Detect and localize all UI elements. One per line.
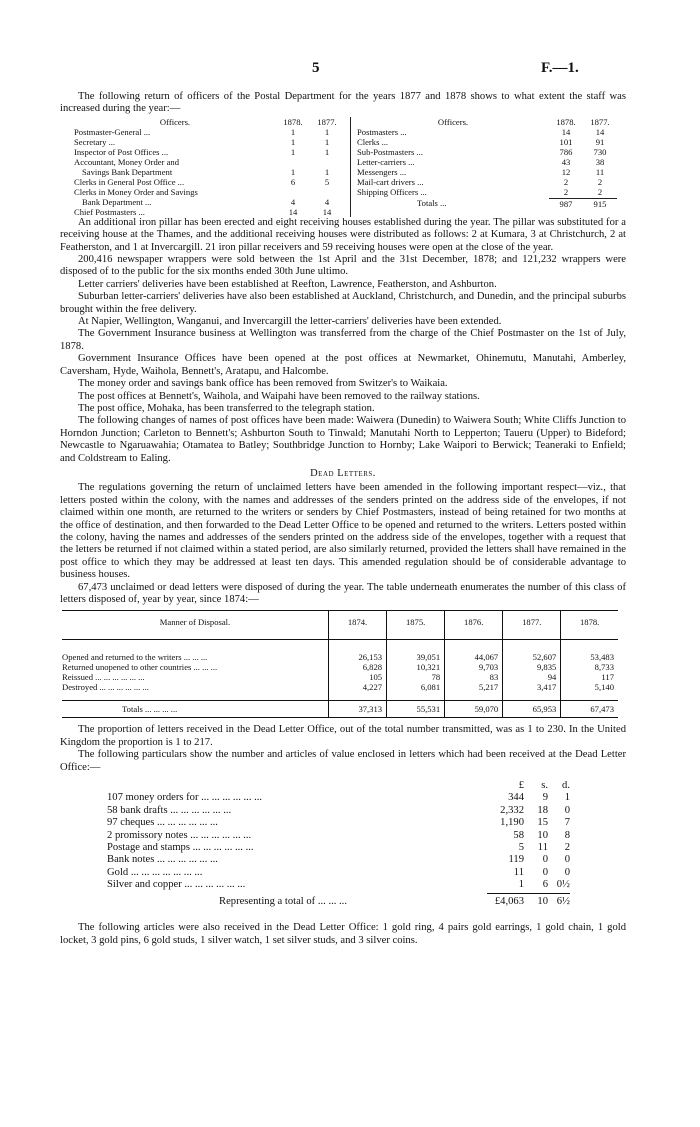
disposal-table [62, 610, 618, 718]
staff-row-value: 14 [561, 126, 571, 137]
body-paragraph: An additional iron pillar has been erected and eight receiving houses established during the year. The pillar was substituted for a receiving house at the Thames, and the additional receiving houses were distributed as follows: 2 at Kumara, 3 at Christchurch, 2 at Featherston, and 1 at Invercargill. 21 iron pillar receivers and 59 receiving houses were open at the close of the year. [60, 216, 626, 253]
page-header [0, 60, 700, 80]
disposal-totals-label: Totals ... ... ... ... [62, 701, 329, 718]
staff-row-label: Mail-cart drivers ... [357, 176, 424, 187]
disposal-method: Returned unopened to other countries ... ... ... [62, 662, 218, 673]
body-paragraph: Letter carriers' deliveries have been established at Reefton, Lawrence, Featherston, and Ashburton. [78, 278, 497, 290]
disposal-count: 39,051 [387, 640, 445, 663]
valuable-amount: 2 [564, 842, 570, 854]
staff-row [74, 137, 344, 147]
disposal-count: 5,217 [445, 682, 503, 701]
valuable-amount: 0 [564, 804, 570, 816]
valuables-total-row [107, 896, 626, 908]
valuable-row [107, 817, 626, 829]
valuable-row [107, 842, 626, 854]
disposal-count: 6,081 [387, 682, 445, 701]
staff-row-label: Postmaster-General ... [74, 126, 151, 137]
disposal-row [62, 662, 618, 672]
currency-header-spacer [107, 780, 487, 792]
staff-row-value [276, 157, 310, 167]
disposal-column-header: 1875. [387, 611, 445, 640]
body-paragraphs [60, 217, 626, 465]
staff-row-value: 1 [324, 136, 330, 147]
staff-totals-value: 915 [583, 198, 617, 209]
staff-header-cell: 1878. [283, 116, 303, 127]
valuable-row [107, 792, 626, 804]
disposal-count: 10,321 [387, 662, 445, 672]
staff-row [357, 167, 617, 177]
staff-table [74, 117, 626, 217]
valuable-amount: 0 [542, 854, 548, 866]
document-code: F.—1. [541, 60, 579, 76]
staff-header-cell: Officers. [437, 116, 469, 127]
staff-row-value: 14 [595, 126, 605, 137]
body-paragraph: Suburban letter-carriers' deliveries have also been established at Auckland, Christchurch, and Dunedin, and the principal suburbs brought within the free delivery. [60, 291, 626, 315]
valuable-item: 2 promissory notes ... ... ... ... ... ... [107, 829, 252, 841]
disposal-count: 6,828 [329, 662, 387, 672]
disposal-count: 9,703 [445, 662, 503, 672]
staff-row-value: 101 [559, 136, 573, 147]
valuables-total-amount: 6½ [556, 895, 570, 907]
disposal-column-header: Manner of Disposal. [62, 611, 329, 640]
intro-paragraph: The following return of officers of the Postal Department for the years 1877 and 1878 shows to what extent the staff was increased during the year:— [60, 91, 626, 115]
staff-row [74, 207, 344, 217]
staff-row [74, 167, 344, 177]
valuable-row [107, 805, 626, 817]
staff-totals-value: 987 [549, 198, 583, 209]
staff-row [74, 177, 344, 187]
valuable-amount: 11 [513, 866, 524, 878]
disposal-method: Opened and returned to the writers ... ... ... [62, 652, 208, 663]
valuable-amount: 1,190 [500, 817, 524, 829]
staff-row-value: 1 [324, 166, 330, 177]
disposal-count: 117 [561, 672, 618, 682]
valuable-item: Postage and stamps ... ... ... ... ... ... [107, 842, 254, 854]
valuable-row [107, 879, 626, 891]
valuable-amount: 15 [537, 817, 548, 829]
staff-row-value: 1 [290, 146, 296, 157]
staff-row-value: 730 [593, 146, 607, 157]
body-paragraph: The money order and savings bank office has been removed from Switzer's to Waikaia. [78, 378, 448, 390]
disposal-total: 59,070 [445, 701, 503, 718]
disposal-count: 53,483 [561, 640, 618, 663]
disposal-count: 52,607 [503, 640, 561, 663]
staff-row-label: Inspector of Post Offices ... [74, 146, 169, 157]
valuable-item: 97 cheques ... ... ... ... ... ... [107, 817, 218, 829]
staff-row-value: 11 [595, 166, 605, 177]
staff-row-label: Bank Department ... [82, 196, 152, 207]
disposal-count: 3,417 [503, 682, 561, 701]
disposal-count: 5,140 [561, 682, 618, 701]
staff-row-value: 91 [595, 136, 605, 147]
page-number: 5 [312, 60, 320, 76]
valuable-amount: 1 [564, 792, 570, 804]
valuable-amount: 18 [537, 804, 548, 816]
staff-row-label: Savings Bank Department [82, 166, 173, 177]
staff-row-value: 4 [290, 196, 296, 207]
staff-row-value: 1 [324, 126, 330, 137]
staff-totals-label: Totals ... [417, 197, 447, 208]
valuable-row [107, 854, 626, 866]
staff-totals-row [357, 197, 617, 209]
disposal-count: 8,733 [561, 662, 618, 672]
disposal-row [62, 672, 618, 682]
total-rule [487, 893, 570, 894]
valuable-amount: 119 [508, 854, 524, 866]
staff-row-value: 1 [324, 146, 330, 157]
valuable-item: Gold ... ... ... ... ... ... ... [107, 866, 203, 878]
body-paragraph: The following changes of names of post offices have been made: Waiwera (Dunedin) to Waiwera South; White Cliffs Junction to Horndon Junction; Carleton to Bennett's; Ashburton South to Tinwald; Manutahi North to Lepperton; Taueru (Upper) to Bideford; Newcastle to Ngaruawahia; Otamatea to Batley; Southbridge Junction to Hornby; Lake Waipori to Berwick; Teaneraki to Enfield; and Coldstream to Ealing. [60, 415, 626, 464]
valuable-amount: 1 [518, 879, 524, 891]
staff-row-value: 14 [288, 206, 298, 217]
valuable-amount: 9 [542, 792, 548, 804]
staff-row-value: 14 [322, 206, 332, 217]
page-content [60, 91, 626, 947]
staff-row-label: Clerks in Money Order and Savings [74, 186, 198, 197]
valuable-amount: 11 [537, 842, 548, 854]
disposal-table-body [62, 640, 618, 718]
valuable-amount: 0 [564, 866, 570, 878]
currency-header-cell: £ [518, 780, 524, 792]
staff-row-value: 1 [290, 166, 296, 177]
staff-row-value: 2 [597, 186, 603, 197]
valuables-list [107, 780, 626, 908]
valuable-amount: 6 [542, 879, 548, 891]
column-divider [350, 117, 351, 217]
staff-row-value: 2 [563, 186, 569, 197]
valuables-total-amount: 10 [537, 895, 548, 907]
disposal-totals-row [62, 701, 618, 718]
staff-row [74, 197, 344, 207]
dead-letters-heading: Dead Letters. [310, 467, 376, 479]
staff-row-value: 2 [597, 176, 603, 187]
disposal-count: 83 [445, 672, 503, 682]
valuable-amount: 7 [564, 817, 570, 829]
body-paragraph: Government Insurance Offices have been opened at the post offices at Newmarket, Ohinemutu, Manutahi, Amberley, Caversham, Hyde, Waihola, Bennett's, Aratapu, and Halcombe. [60, 353, 626, 377]
staff-row-value [310, 187, 344, 197]
staff-row-label: Clerks in General Post Office ... [74, 176, 185, 187]
staff-header-cell: 1878. [556, 116, 576, 127]
staff-row [357, 157, 617, 167]
proportion-paragraph: The proportion of letters received in the Dead Letter Office, out of the total number transmitted, was as 1 to 230. In the United Kingdom the proportion is 1 to 217. [60, 724, 626, 748]
staff-row [74, 127, 344, 137]
disposal-count: 9,835 [503, 662, 561, 672]
disposal-row [62, 640, 618, 663]
valuable-item: Silver and copper ... ... ... ... ... ... [107, 879, 246, 891]
staff-row-value: 6 [290, 176, 296, 187]
valuable-row [107, 830, 626, 842]
staff-row-value: 1 [290, 126, 296, 137]
disposal-count: 105 [329, 672, 387, 682]
particulars-intro: The following particulars show the number and articles of value enclosed in letters which had been received at the Dead Letter Office:— [60, 749, 626, 773]
dead-letters-paragraph: The regulations governing the return of unclaimed letters have been amended in the following important respect—viz., that letters posted within the colony, with the names and addresses of the senders printed on the address side of the envelopes, if not claimed within one month, are returned to the writers or senders by Chief Postmasters, instead of being retained for two months at the office of destination, and then forwarded to the Dead Letter Office to be opened and returned to the writers. Letters posted within the colony, having the names and addresses of the senders printed on the address side of the envelopes, together with a request that the letters be returned if not claimed within a stated period, are also similarly returned, provided the letters shall have remained in the post office to which they may be addressed at least ten days. This amended regulation should be of considerable advantage to business houses. [60, 482, 626, 581]
body-paragraph: The post offices at Bennett's, Waihola, and Waipahi have been removed to the railway stations. [78, 390, 480, 402]
disposal-column-header: 1876. [445, 611, 503, 640]
staff-row-label: Clerks ... [357, 136, 389, 147]
valuable-amount: 0½ [556, 879, 570, 891]
dead-letters-paragraphs [60, 482, 626, 606]
disposal-count: 78 [387, 672, 445, 682]
staff-row [357, 177, 617, 187]
valuable-amount: 5 [518, 842, 524, 854]
staff-row-label: Secretary ... [74, 136, 116, 147]
staff-row [357, 147, 617, 157]
staff-row-value: 786 [559, 146, 573, 157]
valuable-amount: 0 [542, 866, 548, 878]
staff-row-label: Shipping Officers ... [357, 186, 427, 197]
disposal-total: 65,953 [503, 701, 561, 718]
disposal-count: 94 [503, 672, 561, 682]
staff-row-label: Chief Postmasters ... [74, 206, 145, 217]
body-paragraph: The post office, Mohaka, has been transferred to the telegraph station. [78, 402, 375, 414]
disposal-count: 4,227 [329, 682, 387, 701]
staff-row-label: Letter-carriers ... [357, 156, 415, 167]
staff-row-value: 43 [561, 156, 571, 167]
staff-row-label: Accountant, Money Order and [74, 156, 180, 167]
staff-table-right-header [357, 117, 617, 127]
valuable-amount: 58 [513, 829, 524, 841]
staff-row-value: 38 [595, 156, 605, 167]
disposal-total: 67,473 [561, 701, 618, 718]
staff-table-right [357, 117, 617, 217]
staff-row [357, 137, 617, 147]
disposal-column-header: 1874. [329, 611, 387, 640]
currency-header-cell: d. [562, 780, 570, 792]
staff-row [74, 157, 344, 167]
currency-header-cell: s. [541, 780, 548, 792]
staff-header-cell: 1877. [590, 116, 610, 127]
staff-row-value: 2 [563, 176, 569, 187]
body-paragraph: The Government Insurance business at Wellington was transferred from the charge of the Chief Postmaster on the 1st of July, 1878. [60, 328, 626, 352]
staff-row [357, 127, 617, 137]
disposal-count: 26,153 [329, 640, 387, 663]
staff-row-value [310, 157, 344, 167]
staff-row-label: Sub-Postmasters ... [357, 146, 423, 157]
staff-row [74, 147, 344, 157]
staff-header-cell: Officers. [159, 116, 191, 127]
valuable-amount: 10 [537, 829, 548, 841]
valuable-amount: 0 [564, 854, 570, 866]
disposal-column-header: 1878. [561, 611, 618, 640]
staff-row-value [276, 187, 310, 197]
valuable-amount: 2,332 [500, 804, 524, 816]
valuable-row [107, 867, 626, 879]
valuable-amount: 344 [508, 792, 524, 804]
disposal-column-header: 1877. [503, 611, 561, 640]
valuable-item: 107 money orders for ... ... ... ... ... ... [107, 792, 263, 804]
dead-letters-paragraph: 67,473 unclaimed or dead letters were disposed of during the year. The table underneath enumerates the number of this class of letters disposed of, year by year, since 1874:— [60, 581, 626, 605]
body-paragraph: At Napier, Wellington, Wanganui, and Invercargill the letter-carriers' deliveries have been extended. [78, 316, 502, 328]
disposal-total: 55,531 [387, 701, 445, 718]
staff-row [74, 187, 344, 197]
body-paragraph: 200,416 newspaper wrappers were sold between the 1st April and the 31st December, 1878; and 121,232 wrappers were disposed of to the public for the six months ended 30th June ultimo. [60, 254, 626, 278]
staff-table-left [74, 117, 344, 217]
staff-row-value: 5 [324, 176, 330, 187]
valuable-amount: 8 [564, 829, 570, 841]
staff-row [357, 187, 617, 197]
closing-paragraph: The following articles were also received in the Dead Letter Office: 1 gold ring, 4 pairs gold earrings, 1 gold chain, 1 gold locket, 3 gold pins, 6 gold studs, 1 silver watch, 1 set silver studs, and 3 silver coins. [60, 922, 626, 946]
valuable-item: Bank notes ... ... ... ... ... ... [107, 854, 218, 866]
disposal-method: Reissued ... ... ... ... ... ... [62, 672, 145, 683]
staff-row-value: 1 [290, 136, 296, 147]
disposal-row [62, 682, 618, 701]
valuable-item: 58 bank drafts ... ... ... ... ... ... [107, 804, 232, 816]
disposal-total: 37,313 [329, 701, 387, 718]
disposal-table-header [62, 611, 618, 640]
valuables-total-amount: £4,063 [494, 895, 524, 907]
staff-row-value: 4 [324, 196, 330, 207]
staff-header-cell: 1877. [317, 116, 337, 127]
disposal-method: Destroyed ... ... ... ... ... ... [62, 682, 149, 693]
disposal-count: 44,067 [445, 640, 503, 663]
staff-row-label: Postmasters ... [357, 126, 407, 137]
staff-table-left-header [74, 117, 344, 127]
currency-header [107, 780, 626, 792]
valuables-total-label: Representing a total of ... ... ... [219, 895, 347, 907]
staff-row-label: Messengers ... [357, 166, 407, 177]
staff-row-value: 12 [561, 166, 571, 177]
